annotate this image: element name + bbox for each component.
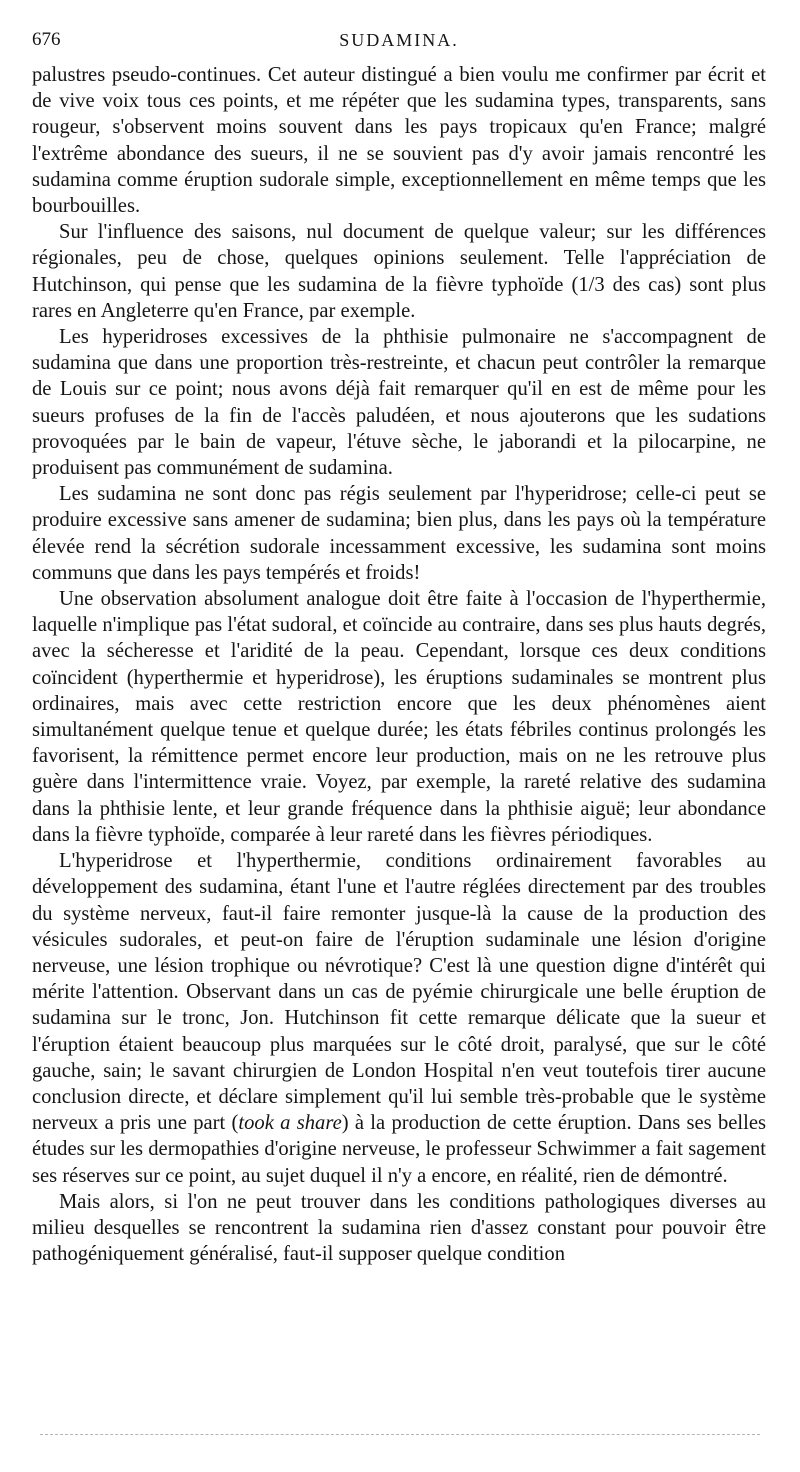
- paragraph-nervous-origin: [32, 848, 766, 1189]
- paragraph-hyperidrosis: Les sudamina ne sont donc pas régis seulement par l'hyperidrose; celle-ci peut se produire excessive sans amener de sudamina; bien plus, dans les pays où la température élevée rend la sécrétion sudorale incessamment excessive, les sudamina sont moins communs que dans les pays tempérés et froids!: [32, 483, 766, 584]
- book-page: [32, 26, 766, 1267]
- running-head: [32, 26, 766, 54]
- paragraph-conclusion: Mais alors, si l'on ne peut trouver dans les conditions pathologiques diverses au milieu desquelles se rencontrent la sudamina rien d'assez constant pour pouvoir être pathogéniquement généralisé, faut-il supposer quelque condition: [32, 1190, 766, 1266]
- paragraph-seasons: Sur l'influence des saisons, nul document de quelque valeur; sur les différences régionales, peu de chose, quelques opinions seulement. Telle l'appréciation de Hutchinson, qui pense que les sudamina de la fièvre typhoïde (1/3 des cas) sont plus rares en Angleterre qu'en France, par exemple.: [32, 221, 766, 322]
- running-title: SUDAMINA.: [339, 30, 459, 50]
- body-text: [32, 62, 766, 1267]
- page-number: 676: [32, 29, 61, 50]
- paragraph-phthisis: Les hyperidroses excessives de la phthisie pulmonaire ne s'accompagnent de sudamina que dans une proportion très-restreinte, et chacun peut contrôler la remarque de Louis sur ce point; nous avons déjà fait remarquer qu'il en est de même pour les sueurs profuses de la fin de l'accès paludéen, et nous ajouterons que les sudations provoquées par le bain de vapeur, l'étuve sèche, le jaborandi et la pilocarpine, ne produisent pas communément de sudamina.: [32, 326, 766, 480]
- paragraph-text-part: L'hyperidrose et l'hyperthermie, conditions ordinairement favorables au développement des sudamina, étant l'une et l'autre réglées directement par des troubles du système nerveux, faut-il faire remonter jusque-là la cause de la production des vésicules sudorales, et peut-on faire de l'éruption sudaminale une lésion d'origine nerveuse, une lésion trophique ou névrotique? C'est là une question digne d'intérêt qui mérite l'attention. Observant dans un cas de pyémie chirurgicale une belle éruption de sudamina sur le tronc, Jon. Hutchinson fit cette remarque délicate que la sueur et l'éruption étaient beaucoup plus marquées sur le côté droit, paralysé, que sur le côté gauche, sain; le savant chirurgien de London Hospital n'en veut toutefois tirer aucune conclusion directe, et déclare simplement qu'il lui semble très-probable que le système nerveux a pris une part (: [32, 850, 766, 1135]
- paragraph-text-part: ) à la production de cette éruption. Dans ses belles études sur les dermopathies d'origine nerveuse, le professeur Schwimmer a fait sagement ses réserves sur ce point, au sujet duquel il n'y a encore, en réalité, rien de démontré.: [32, 1112, 766, 1187]
- page-bottom-rule: [40, 1434, 760, 1435]
- paragraph-hyperthermia: Une observation absolument analogue doit être faite à l'occasion de l'hyperthermie, laquelle n'implique pas l'état sudoral, et coïncide au contraire, dans ses plus hauts degrés, avec la sécheresse et l'aridité de la peau. Cependant, lorsque ces deux conditions coïncident (hyperthermie et hyperidrose), les éruptions sudaminales se montrent plus ordinaires, mais avec cette restriction encore que les deux phénomènes aient simultanément quelque tenue et quelque durée; les états fébriles continus prolongés les favorisent, la rémittence permet encore leur production, mais on ne les retrouve plus guère dans l'intermittence vraie. Voyez, par exemple, la rareté relative des sudamina dans la phthisie lente, et leur grande fréquence dans la phthisie aiguë; leur abondance dans la fièvre typhoïde, comparée à leur rareté dans les fièvres périodiques.: [32, 588, 766, 846]
- paragraph-continued: palustres pseudo-continues. Cet auteur distingué a bien voulu me confirmer par écrit et de vive voix tous ces points, et me répéter que les sudamina types, transparents, sans rougeur, s'observent moins souvent dans les pays tropicaux qu'en France; malgré l'extrême abondance des sueurs, il ne se souvient pas d'y avoir jamais rencontré les sudamina comme éruption sudorale simple, exceptionnellement en même temps que les bourbouilles.: [32, 64, 766, 218]
- italic-phrase: took a share: [238, 1112, 342, 1135]
